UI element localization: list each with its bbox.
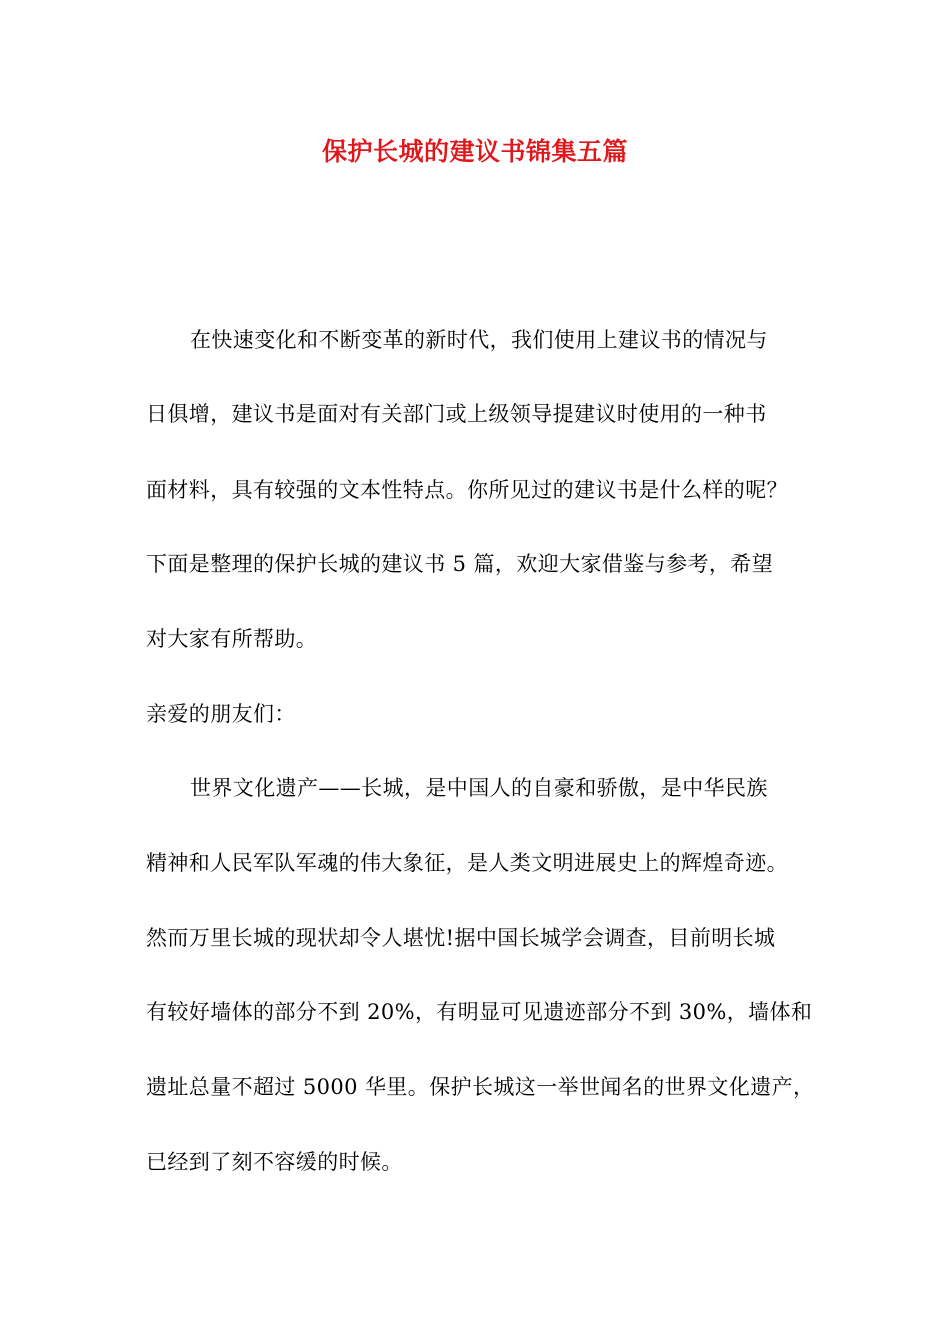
body-line-2: 精神和人民军队军魂的伟大象征，是人类文明进展史上的辉煌奇迹。 xyxy=(146,851,788,875)
document-title: 保护长城的建议书锦集五篇 xyxy=(321,137,628,166)
body-line-6: 已经到了刻不容缓的时候。 xyxy=(146,1150,403,1174)
salutation: 亲爱的朋友们： xyxy=(146,702,296,726)
intro-line-4: 下面是整理的保护长城的建议书 5 篇，欢迎大家借鉴与参考，希望 xyxy=(146,552,774,576)
body-line-3: 然而万里长城的现状却令人堪忧!据中国长城学会调查，目前明长城 xyxy=(146,926,776,950)
intro-line-3: 面材料，具有较强的文本性特点。你所见过的建议书是什么样的呢？ xyxy=(146,478,788,502)
intro-line-5: 对大家有所帮助。 xyxy=(146,627,318,651)
body-line-1: 世界文化遗产——长城，是中国人的自豪和骄傲，是中华民族 xyxy=(190,776,768,800)
intro-line-2: 日俱增，建议书是面对有关部门或上级领导提建议时使用的一种书 xyxy=(146,402,767,426)
intro-line-1: 在快速变化和不断变革的新时代，我们使用上建议书的情况与 xyxy=(190,328,768,352)
body-line-5: 遗址总量不超过 5000 华里。保护长城这一举世闻名的世界文化遗产， xyxy=(146,1075,815,1099)
body-line-4: 有较好墙体的部分不到 20%，有明显可见遗迹部分不到 30%，墙体和 xyxy=(146,1000,813,1024)
